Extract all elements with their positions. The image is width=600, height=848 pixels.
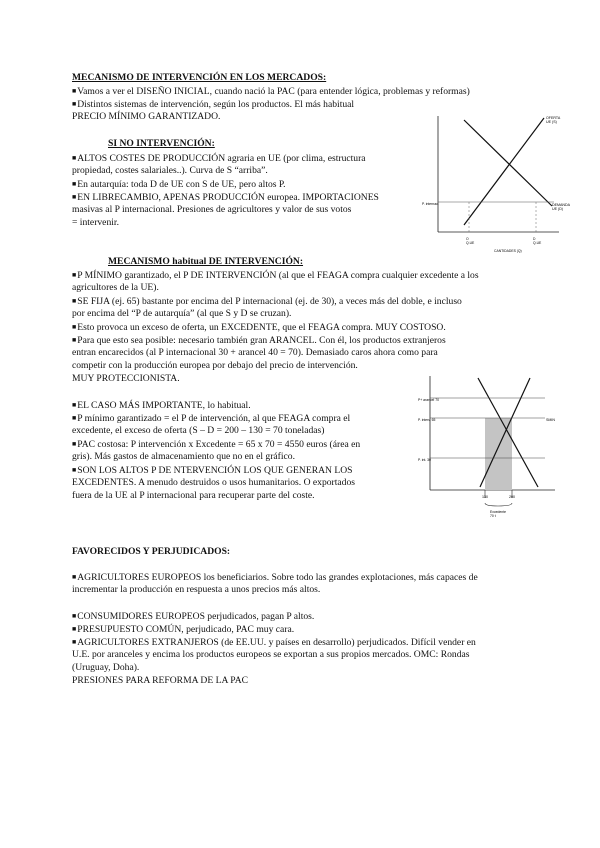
- demand-curve: [464, 120, 552, 206]
- bullet-icon: ■: [72, 297, 77, 305]
- bullet-icon: ■: [72, 414, 77, 422]
- bullet-line: [72, 98, 354, 112]
- x-axis-label: [494, 249, 522, 253]
- text-line: P mínimo garantizado = el P de intervención, al que FEAGA compra el: [77, 413, 351, 424]
- text-line: U.E. por aranceles y encima los productos europeos se exportan a sus propios mercados. OMC: Rondas: [72, 649, 470, 660]
- bullet-line: [72, 610, 314, 624]
- text-line: SE FIJA (ej. 65) bastante por encima del P internacional (ej. de 30), a veces más del doble, e incluso: [77, 296, 462, 307]
- label-text: D: [533, 237, 536, 241]
- label-text: P. internac.: [422, 202, 439, 206]
- text-line: PRECIO MÍNIMO GARANTIZADO.: [72, 111, 221, 122]
- text-line: agricultores de la UE).: [72, 282, 159, 293]
- text-line: masivas al P internacional. Presiones de agricultores y valor de sus votos: [72, 204, 352, 215]
- text-line: fuera de la UE al P internacional para recuperar parte del coste.: [72, 490, 315, 501]
- bullet-line: [72, 399, 251, 413]
- surplus-bracket: [485, 503, 512, 506]
- bullet-icon: ■: [72, 573, 77, 581]
- bullet-line: [72, 85, 470, 99]
- text-line: = intervenir.: [72, 217, 119, 228]
- text-line: AGRICULTORES EXTRANJEROS (de EE.UU. y países en desarrollo) perjudicados. Difícil vender en: [77, 637, 476, 648]
- text-line: por encima del “P de autarquía” (al que S y D se cruzan).: [72, 308, 292, 319]
- bullet-icon: ■: [72, 638, 77, 646]
- supply-demand-chart-free-trade: [424, 110, 584, 260]
- bullet-line: [72, 295, 462, 309]
- section-title-favorecidos: FAVORECIDOS Y PERJUDICADOS:: [72, 546, 231, 557]
- text-line: SON LOS ALTOS P DE NTERVENCIÓN LOS QUE GENERAN LOS: [77, 465, 353, 476]
- tick-q-supply: [466, 237, 475, 245]
- text-line: Distintos sistemas de intervención, según los productos. El más habitual: [77, 99, 355, 110]
- bullet-line: [72, 464, 352, 478]
- text-line: ALTOS COSTES DE PRODUCCIÓN agraria en UE (por clima, estructura: [77, 153, 366, 164]
- price-plus-tariff-label: [418, 398, 439, 402]
- tick-130: [482, 495, 488, 499]
- label-text: P. interv. 65: [418, 418, 436, 422]
- bullet-icon: ■: [72, 323, 77, 331]
- bullet-line: [72, 321, 446, 335]
- bullet-icon: ■: [72, 87, 77, 95]
- bullet-line: [72, 269, 479, 283]
- supply-label: [546, 116, 561, 124]
- label-text-line: Q.UE: [466, 241, 475, 246]
- intl-price-label: [418, 458, 431, 462]
- surplus-label: [490, 510, 506, 518]
- section-title-mecanismo-habitual: MECANISMO habitual DE INTERVENCIÓN:: [108, 256, 304, 267]
- text-line: incrementar la producción en respuesta a unos precios más altos.: [72, 584, 321, 595]
- supply-demand-chart-intervention: [420, 372, 585, 522]
- bullet-line: [72, 636, 476, 650]
- label-text: Excedente: [490, 510, 507, 514]
- bullet-icon: ■: [72, 625, 77, 633]
- bullet-line: [72, 178, 286, 192]
- text-line: EN LIBRECAMBIO, APENAS PRODUCCIÓN europea. IMPORTACIONES: [77, 192, 379, 203]
- bullet-icon: ■: [72, 154, 77, 162]
- intl-price-label: [422, 202, 439, 206]
- text-line: PRESUPUESTO COMÚN, perjudicado, PAC muy cara.: [77, 624, 295, 635]
- label-text: 200: [509, 495, 515, 499]
- text-line: entran encarecidos (al P internacional 30 + arancel 40 = 70). Demasiado caros ahora como para: [72, 347, 438, 358]
- text-line: (Uruguay, Doha).: [72, 662, 140, 673]
- label-text: CANTIDADES (Q): [494, 249, 522, 253]
- demand-label: [552, 203, 571, 211]
- bullet-line: [72, 152, 366, 166]
- text-line: AGRICULTORES EUROPEOS los beneficiarios. Sobre todo las grandes explotaciones, más capaces de: [77, 572, 478, 583]
- bullet-line: [72, 191, 379, 205]
- text-line: gris). Más gastos de almacenamiento que no en el gráfico.: [72, 451, 295, 462]
- section-title-no-intervencion: SI NO INTERVENCIÓN:: [108, 138, 215, 149]
- bullet-icon: ■: [72, 336, 77, 344]
- text-line: Esto provoca un exceso de oferta, un EXCEDENTE, que el FEAGA compra. MUY COSTOSO.: [77, 322, 446, 333]
- tick-q-demand: [533, 237, 542, 245]
- label-text: P. int. 30: [418, 458, 431, 462]
- label-text: OFERTA: [546, 116, 561, 120]
- bullet-icon: ■: [72, 440, 77, 448]
- text-line: MUY PROTECCIONISTA.: [72, 373, 180, 384]
- bullet-icon: ■: [72, 466, 77, 474]
- bullet-icon: ■: [72, 271, 77, 279]
- text-line: propiedad, costes salariales..). Curva de S “arriba”.: [72, 165, 268, 176]
- bullet-line: [72, 623, 294, 637]
- bullet-line: [72, 571, 478, 585]
- section-title-mecanismo: MECANISMO DE INTERVENCIÓN EN LOS MERCADOS:: [72, 72, 327, 83]
- label-text-line: Q.UE: [533, 241, 542, 246]
- intervention-price-label: [418, 418, 436, 422]
- bullet-line: [72, 438, 360, 452]
- text-line: excedente, el exceso de oferta (S – D = 200 – 130 = 70 toneladas): [72, 425, 325, 436]
- text-line: Vamos a ver el DISEÑO INICIAL, cuando nació la PAC (para entender lógica, problemas y reformas): [77, 86, 470, 97]
- label-text: P+ arancel 70: [418, 398, 440, 402]
- bullet-icon: ■: [72, 612, 77, 620]
- bullet-line: [72, 334, 446, 348]
- label-text: SMIN: [546, 418, 555, 422]
- text-line: EL CASO MÁS IMPORTANTE, lo habitual.: [77, 400, 251, 411]
- tick-200: [509, 495, 515, 499]
- smin-label: [546, 418, 555, 422]
- bullet-line: [72, 412, 350, 426]
- label-text: O: [466, 237, 469, 241]
- label-text-line: 70 t: [490, 514, 496, 519]
- label-text: 130: [482, 495, 488, 499]
- bullet-icon: ■: [72, 193, 77, 201]
- text-line: CONSUMIDORES EUROPEOS perjudicados, pagan P altos.: [77, 611, 315, 622]
- text-line: En autarquía: toda D de UE con S de UE, pero altos P.: [77, 179, 286, 190]
- text-line: PRESIONES PARA REFORMA DE LA PAC: [72, 675, 249, 686]
- bullet-icon: ■: [72, 401, 77, 409]
- label-text-line: UE (D): [552, 207, 563, 212]
- surplus-area: [485, 418, 512, 490]
- text-line: PAC costosa: P intervención x Excedente = 65 x 70 = 4550 euros (área en: [77, 439, 361, 450]
- bullet-icon: ■: [72, 180, 77, 188]
- text-line: competir con la producción europea por debajo del precio de intervención.: [72, 360, 358, 371]
- text-line: P MÍNIMO garantizado, el P DE INTERVENCIÓN (al que el FEAGA compra cualquier excedente a los: [77, 270, 479, 281]
- label-text: DEMANDA: [552, 203, 570, 207]
- text-line: EXCEDENTES. A menudo destruidos o usos humanitarios. O exportados: [72, 477, 355, 488]
- label-text-line: UE (S): [546, 120, 557, 125]
- text-line: Para que esto sea posible: necesario también gran ARANCEL. Con él, los productos extranjeros: [77, 335, 446, 346]
- supply-curve: [464, 118, 544, 225]
- bullet-icon: ■: [72, 100, 77, 108]
